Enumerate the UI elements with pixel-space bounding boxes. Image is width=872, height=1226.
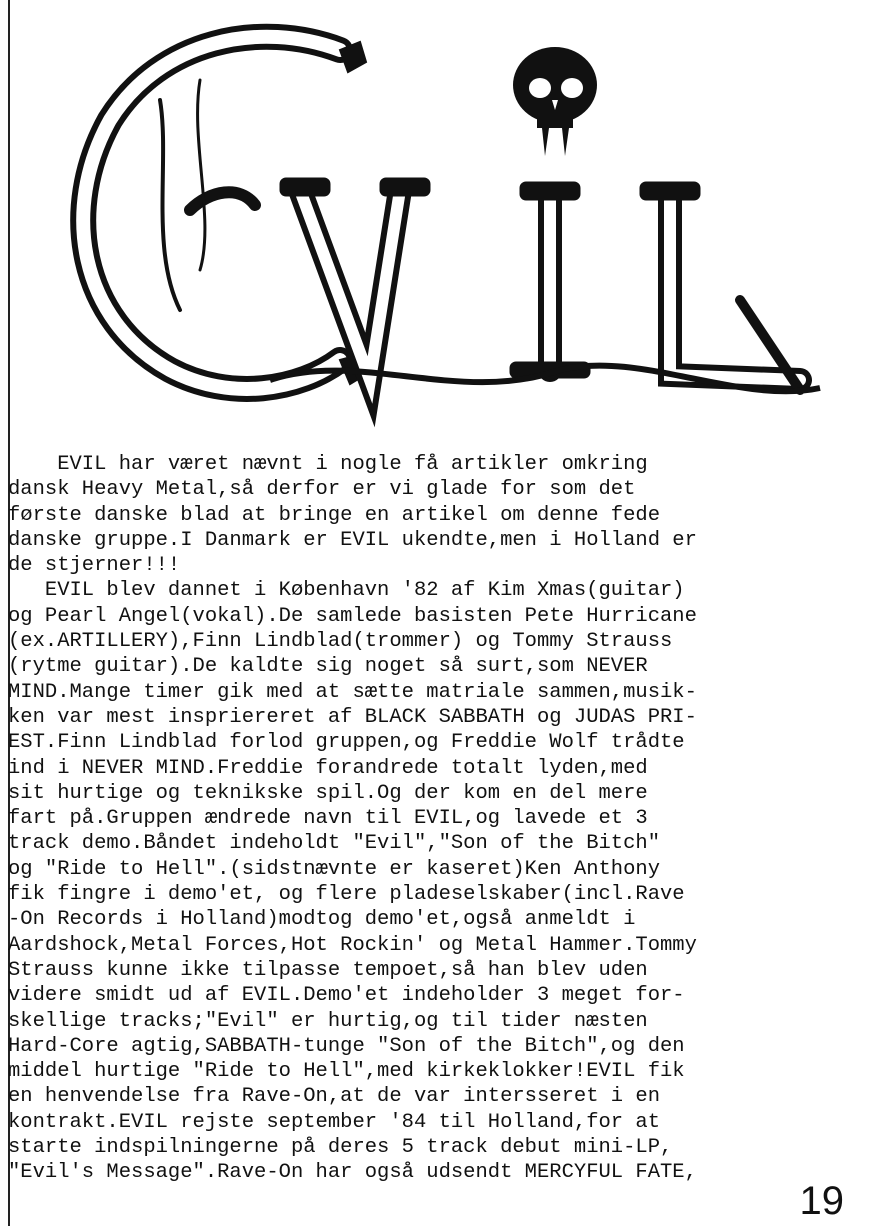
article-line: kontrakt.EVIL rejste september '84 til Holland,for at bbox=[8, 1110, 661, 1134]
article-line: Strauss kunne ikke tilpasse tempoet,så han blev uden bbox=[8, 958, 648, 982]
article-line: ind i NEVER MIND.Freddie forandrede totalt lyden,med bbox=[8, 756, 648, 780]
article-line: (ex.ARTILLERY),Finn Lindblad(trommer) og Tommy Strauss bbox=[8, 630, 673, 654]
evil-band-logo bbox=[40, 10, 840, 430]
article-line: ken var mest inspriereret af BLACK SABBATH og JUDAS PRI- bbox=[8, 705, 697, 729]
logo-letter-e bbox=[83, 37, 370, 389]
article-line: sit hurtige og teknikske spil.Og der kom en del mere bbox=[8, 781, 648, 805]
article-line: EVIL har været nævnt i nogle få artikler omkring bbox=[8, 453, 648, 476]
article-line: starte indspilningerne på deres 5 track debut mini-LP, bbox=[8, 1136, 673, 1160]
article-line: EST.Finn Lindblad forlod gruppen,og Freddie Wolf trådte bbox=[8, 731, 685, 755]
article-line: og "Ride to Hell".(sidstnævnte er kaseret)Ken Anthony bbox=[8, 857, 661, 881]
evil-logo-graphic bbox=[40, 10, 840, 430]
page-number: 19 bbox=[799, 1179, 844, 1223]
article-line: "Evil's Message".Rave-On har også udsendt MERCYFUL FATE, bbox=[8, 1161, 697, 1185]
logo-letter-l bbox=[640, 182, 800, 390]
article-line: MIND.Mange timer gik med at sætte matriale sammen,musik- bbox=[8, 680, 697, 704]
article-line: en henvendelse fra Rave-On,at de var intersseret i en bbox=[8, 1085, 661, 1109]
article-line: EVIL blev dannet i København '82 af Kim Xmas(guitar) bbox=[8, 579, 685, 603]
article-line: videre smidt ud af EVIL.Demo'et indeholder 3 meget for- bbox=[8, 984, 685, 1008]
article-line: (rytme guitar).De kaldte sig noget så surt,som NEVER bbox=[8, 655, 648, 679]
article-line: middel hurtige "Ride to Hell",med kirkeklokker!EVIL fik bbox=[8, 1060, 685, 1084]
logo-letter-v bbox=[280, 178, 430, 380]
article-line: dansk Heavy Metal,så derfor er vi glade for som det bbox=[8, 478, 636, 502]
logo-letter-i bbox=[510, 182, 590, 378]
article-line: fik fingre i demo'et, og flere pladeselskaber(incl.Rave bbox=[8, 883, 685, 907]
article-line: Hard-Core agtig,SABBATH-tunge "Son of the Bitch",og den bbox=[8, 1034, 685, 1058]
article-line: Aardshock,Metal Forces,Hot Rockin' og Metal Hammer.Tommy bbox=[8, 933, 697, 957]
skull-icon bbox=[513, 47, 597, 156]
article-line: track demo.Båndet indeholdt "Evil","Son of the Bitch" bbox=[8, 832, 661, 856]
article-line: skellige tracks;"Evil" er hurtig,og til tider næsten bbox=[8, 1009, 648, 1033]
article-line: de stjerner!!! bbox=[8, 554, 181, 578]
article-body bbox=[8, 452, 860, 1186]
article-line: -On Records i Holland)modtog demo'et,også anmeldt i bbox=[8, 908, 636, 932]
article-line: og Pearl Angel(vokal).De samlede basisten Pete Hurricane bbox=[8, 604, 697, 628]
article-line: fart på.Gruppen ændrede navn til EVIL,og lavede et 3 bbox=[8, 807, 648, 831]
article-line: danske gruppe.I Danmark er EVIL ukendte,men i Holland er bbox=[8, 528, 697, 552]
article-line: første danske blad at bringe en artikel om denne fede bbox=[8, 503, 661, 527]
